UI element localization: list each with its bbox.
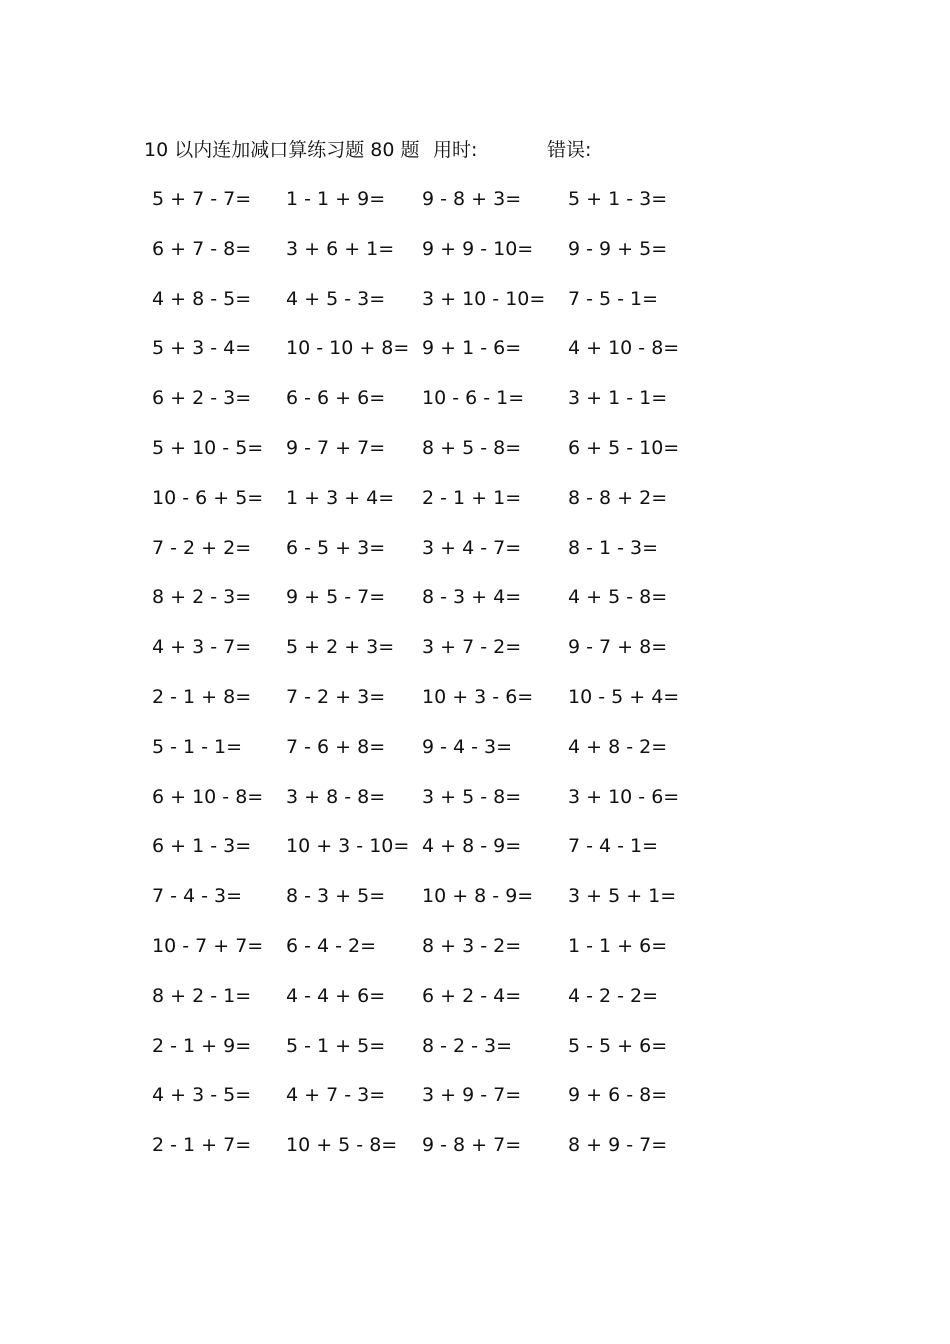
problem-row (0, 733, 950, 783)
math-problem: 9 - 9 + 5= (568, 237, 668, 260)
problem-row (0, 1081, 950, 1131)
math-problem: 7 - 2 + 3= (286, 685, 386, 708)
math-problem: 4 + 10 - 8= (568, 337, 680, 360)
math-problem: 7 - 4 - 1= (568, 835, 659, 858)
math-problem: 4 - 4 + 6= (286, 984, 386, 1007)
math-problem: 3 + 10 - 10= (422, 287, 546, 310)
math-problem: 2 - 1 + 9= (152, 1034, 252, 1057)
math-problem: 4 + 3 - 5= (152, 1084, 252, 1107)
problem-row (0, 1131, 950, 1181)
math-problem: 5 + 1 - 3= (568, 188, 668, 210)
math-problem: 5 - 1 + 5= (286, 1034, 386, 1057)
math-problem: 2 - 1 + 7= (152, 1134, 252, 1157)
math-problem: 6 - 6 + 6= (286, 387, 386, 410)
math-problem: 8 - 3 + 5= (286, 885, 386, 908)
math-problem: 5 - 1 - 1= (152, 735, 243, 758)
problem-row (0, 235, 950, 285)
math-problem: 9 - 7 + 7= (286, 436, 386, 459)
math-problem: 8 - 2 - 3= (422, 1034, 513, 1057)
math-problem: 4 + 5 - 8= (568, 586, 668, 609)
problem-row (0, 534, 950, 584)
math-problem: 4 + 3 - 7= (152, 636, 252, 659)
math-problem: 3 + 5 + 1= (568, 885, 677, 908)
math-problem: 6 + 5 - 10= (568, 436, 680, 459)
math-problem: 1 - 1 + 6= (568, 934, 668, 957)
math-problem: 4 + 5 - 3= (286, 287, 386, 310)
problem-row (0, 683, 950, 733)
math-problem: 6 - 4 - 2= (286, 934, 377, 957)
math-problem: 8 - 3 + 4= (422, 586, 522, 609)
error-count-label: 错误: (547, 139, 592, 161)
problem-row (0, 334, 950, 384)
math-problem: 6 + 2 - 4= (422, 984, 522, 1007)
math-problem: 5 - 5 + 6= (568, 1034, 668, 1057)
math-problem: 10 - 6 + 5= (152, 486, 264, 509)
problem-row (0, 932, 950, 982)
math-problem: 4 + 8 - 2= (568, 735, 668, 758)
math-problem: 9 - 4 - 3= (422, 735, 513, 758)
math-problem: 4 + 8 - 9= (422, 835, 522, 858)
math-problem: 6 + 10 - 8= (152, 785, 264, 808)
math-problem: 5 + 7 - 7= (152, 188, 252, 210)
math-problem: 3 + 1 - 1= (568, 387, 668, 410)
math-problem: 10 + 3 - 10= (286, 835, 410, 858)
math-problem: 3 + 5 - 8= (422, 785, 522, 808)
math-problem: 3 + 4 - 7= (422, 536, 522, 559)
math-problem: 2 - 1 + 1= (422, 486, 522, 509)
problem-row (0, 583, 950, 633)
problem-row (0, 882, 950, 932)
math-problem: 10 + 8 - 9= (422, 885, 534, 908)
worksheet-title: 10 以内连加减口算练习题 80 题 (144, 139, 420, 161)
math-problem: 4 + 8 - 5= (152, 287, 252, 310)
math-problem: 3 + 7 - 2= (422, 636, 522, 659)
problem-row (0, 484, 950, 534)
math-problem: 10 + 3 - 6= (422, 685, 534, 708)
math-problem: 8 + 3 - 2= (422, 934, 522, 957)
math-problem: 8 + 9 - 7= (568, 1134, 668, 1157)
math-problem: 7 - 4 - 3= (152, 885, 243, 908)
math-problem: 9 - 8 + 3= (422, 188, 522, 210)
math-problem: 6 - 5 + 3= (286, 536, 386, 559)
math-problem: 1 + 3 + 4= (286, 486, 395, 509)
math-problem: 7 - 2 + 2= (152, 536, 252, 559)
math-problem: 10 - 10 + 8= (286, 337, 410, 360)
math-problem: 5 + 3 - 4= (152, 337, 252, 360)
problem-row (0, 832, 950, 882)
problem-row (0, 633, 950, 683)
math-problem: 9 + 6 - 8= (568, 1084, 668, 1107)
math-problem: 10 - 6 - 1= (422, 387, 525, 410)
math-problem: 5 + 2 + 3= (286, 636, 395, 659)
math-problem: 7 - 6 + 8= (286, 735, 386, 758)
math-problem: 8 - 1 - 3= (568, 536, 659, 559)
problem-row (0, 1032, 950, 1082)
math-problem: 9 + 5 - 7= (286, 586, 386, 609)
math-problem: 7 - 5 - 1= (568, 287, 659, 310)
problem-row (0, 434, 950, 484)
math-problem: 9 + 1 - 6= (422, 337, 522, 360)
math-problem: 6 + 7 - 8= (152, 237, 252, 260)
math-problem: 10 + 5 - 8= (286, 1134, 398, 1157)
math-problem: 4 + 7 - 3= (286, 1084, 386, 1107)
math-problem: 10 - 7 + 7= (152, 934, 264, 957)
problem-row (0, 384, 950, 434)
math-problem: 5 + 10 - 5= (152, 436, 264, 459)
math-problem: 8 + 2 - 1= (152, 984, 252, 1007)
problem-row (0, 285, 950, 335)
problem-row (0, 783, 950, 833)
math-problem: 8 + 2 - 3= (152, 586, 252, 609)
math-problem: 3 + 8 - 8= (286, 785, 386, 808)
math-problem: 8 + 5 - 8= (422, 436, 522, 459)
math-problem: 1 - 1 + 9= (286, 188, 386, 210)
problem-grid (0, 185, 950, 1181)
problem-row (0, 185, 950, 235)
math-problem: 3 + 6 + 1= (286, 237, 395, 260)
math-problem: 10 - 5 + 4= (568, 685, 680, 708)
math-problem: 4 - 2 - 2= (568, 984, 659, 1007)
time-used-label: 用时: (433, 139, 478, 161)
math-problem: 3 + 9 - 7= (422, 1084, 522, 1107)
math-problem: 9 - 8 + 7= (422, 1134, 522, 1157)
math-problem: 9 + 9 - 10= (422, 237, 534, 260)
math-problem: 2 - 1 + 8= (152, 685, 252, 708)
worksheet-header (0, 137, 950, 163)
math-problem: 6 + 1 - 3= (152, 835, 252, 858)
math-problem: 6 + 2 - 3= (152, 387, 252, 410)
problem-row (0, 982, 950, 1032)
math-problem: 9 - 7 + 8= (568, 636, 668, 659)
math-problem: 8 - 8 + 2= (568, 486, 668, 509)
math-problem: 3 + 10 - 6= (568, 785, 680, 808)
